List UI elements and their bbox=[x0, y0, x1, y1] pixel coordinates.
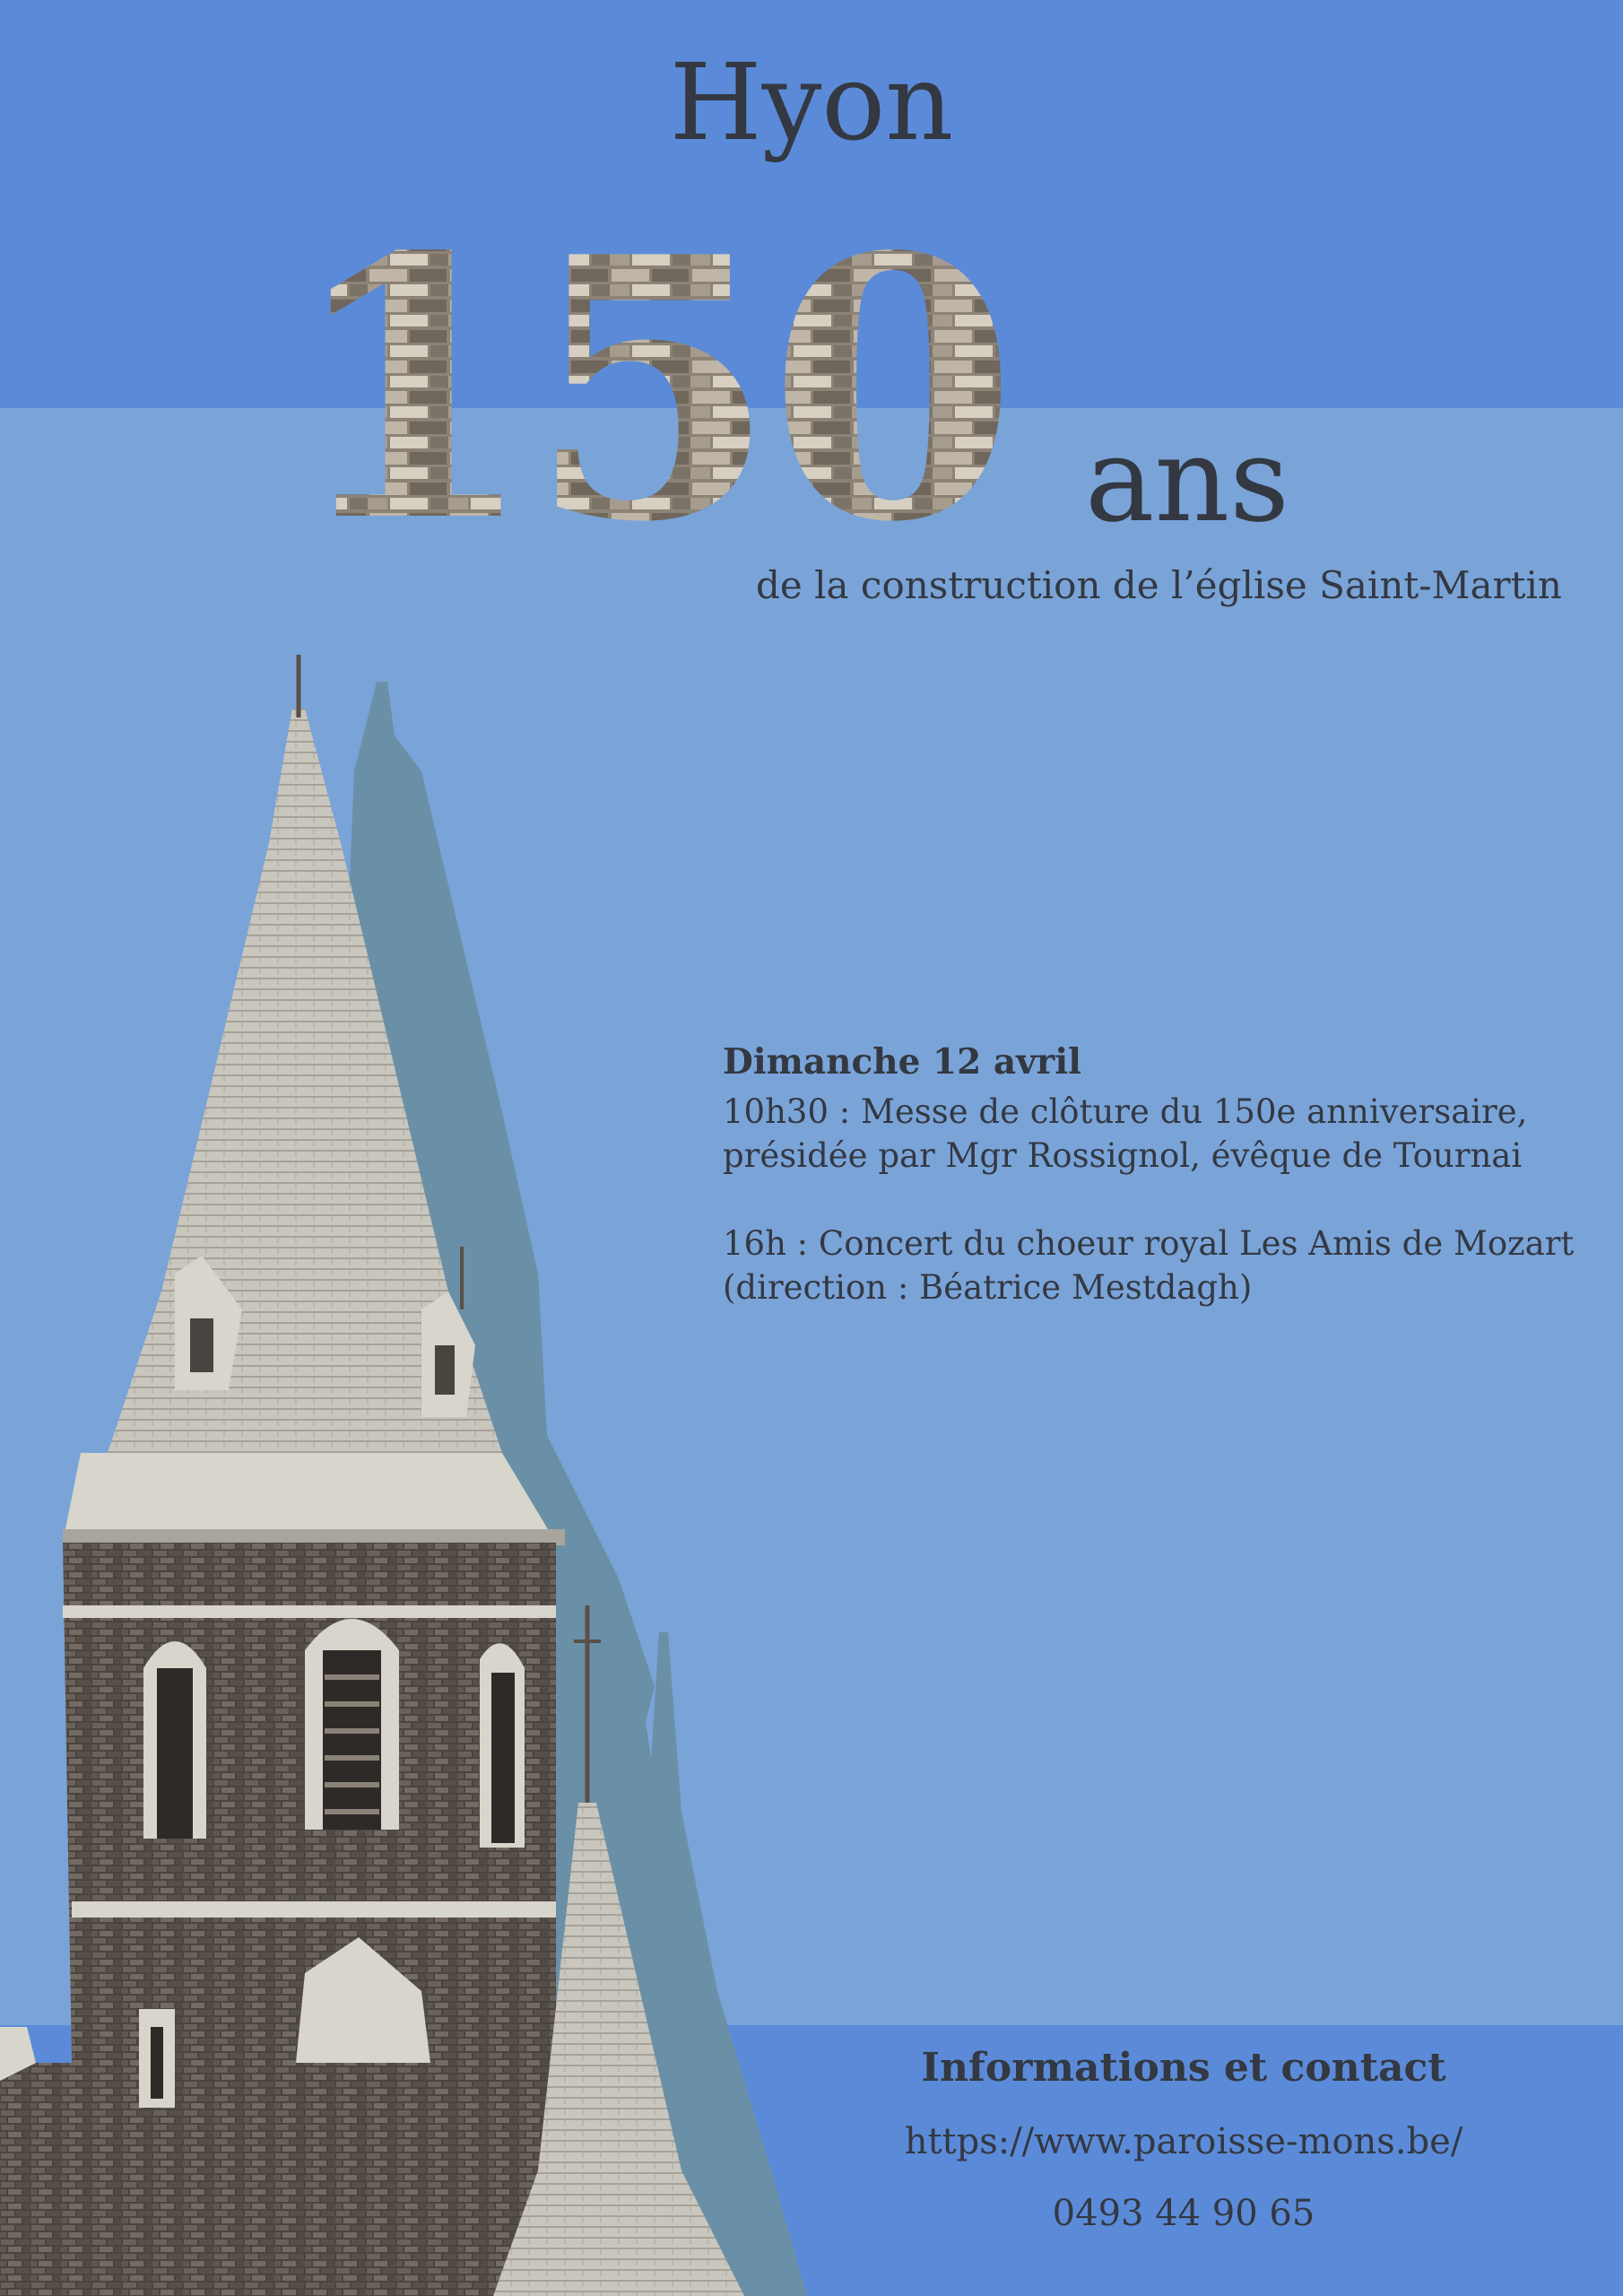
event-1-line-1: 10h30 : Messe de clôture du 150e anniversaire, bbox=[723, 1092, 1528, 1131]
event-2-line-2: (direction : Béatrice Mestdagh) bbox=[723, 1268, 1253, 1307]
subtitle: de la construction de l’église Saint-Martin bbox=[756, 563, 1562, 607]
contact-section bbox=[861, 2045, 1506, 2265]
church-tower-image bbox=[0, 646, 897, 2296]
event-1-line-2: présidée par Mgr Rossignol, évêque de Tournai bbox=[723, 1136, 1523, 1175]
anniversary-number-text: 150 bbox=[287, 206, 1009, 601]
town-title: Hyon bbox=[669, 40, 954, 164]
event-2-line-1: 16h : Concert du choeur royal Les Amis de Mozart bbox=[723, 1224, 1575, 1263]
phone-number: 0493 44 90 65 bbox=[1052, 2193, 1315, 2234]
anniversary-unit: ans bbox=[1085, 412, 1289, 548]
event-schedule bbox=[723, 1040, 1574, 1309]
contact-heading: Informations et contact bbox=[921, 2045, 1446, 2091]
event-day: Dimanche 12 avril bbox=[723, 1041, 1081, 1083]
website-link[interactable]: https://www.paroisse-mons.be/ bbox=[904, 2121, 1463, 2162]
